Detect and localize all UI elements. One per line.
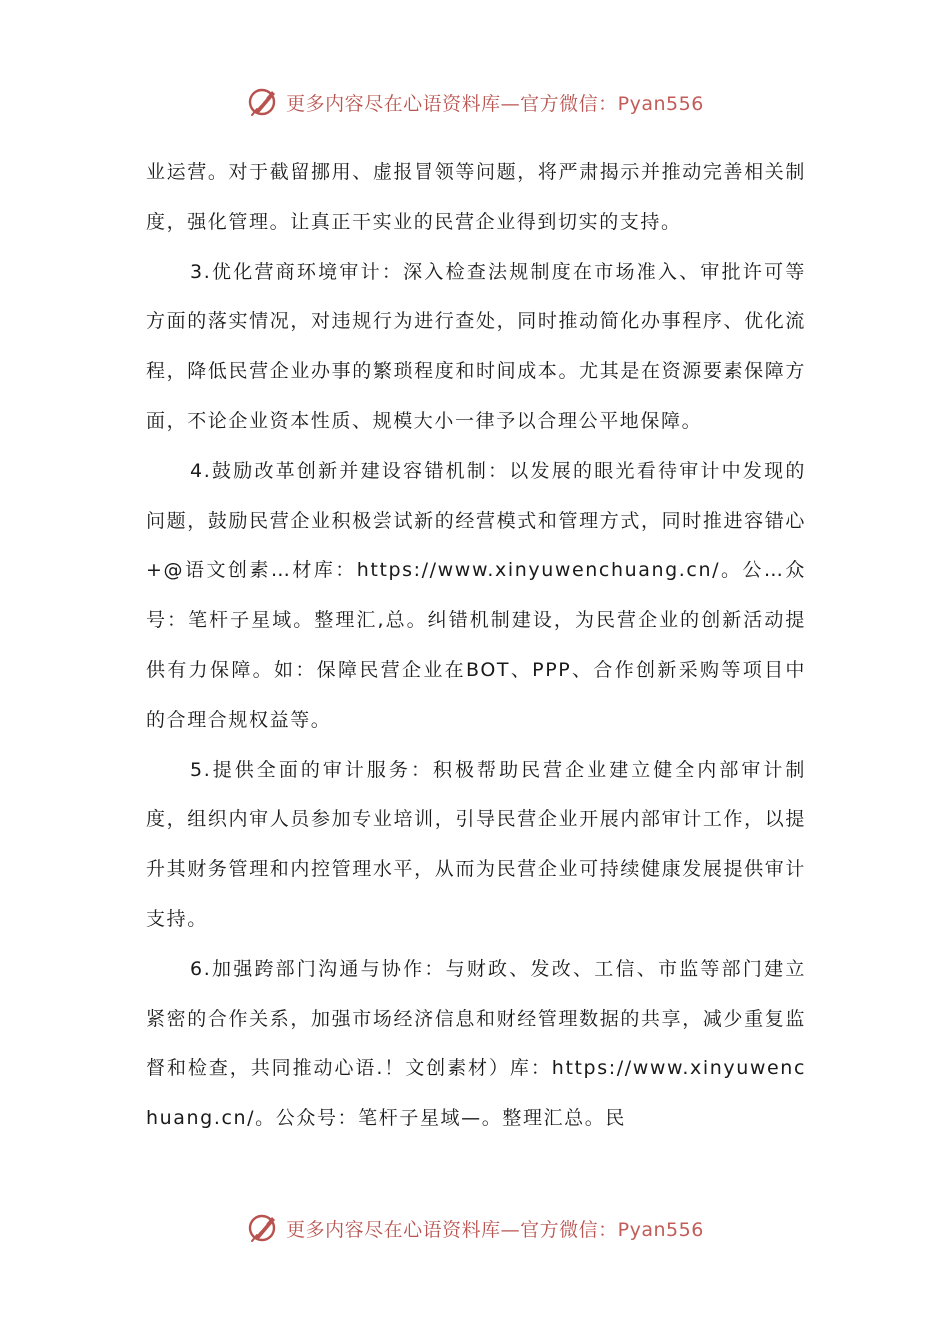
wechat-id: Pyan556 (617, 92, 704, 115)
banner-slogan: 更多内容尽在心语资料库—官方微信： (286, 1218, 618, 1241)
quill-logo-icon (246, 1211, 280, 1245)
header-banner (0, 82, 950, 122)
footer-banner (0, 1208, 950, 1248)
banner-text (286, 89, 704, 116)
wechat-id: Pyan556 (617, 1218, 704, 1241)
banner-text (286, 1215, 704, 1242)
paragraph-continuation: 业运营。对于截留挪用、虚报冒领等问题，将严肃揭示并推动完善相关制度，强化管理。让真正干实业的民营企业得到切实的支持。 (146, 161, 806, 233)
banner-slogan: 更多内容尽在心语资料库—官方微信： (286, 92, 618, 115)
paragraph-item-3: 3.优化营商环境审计：深入检查法规制度在市场准入、审批许可等方面的落实情况，对违规行为进行查处，同时推动简化办事程序、优化流程，降低民营企业办事的繁琐程度和时间成本。尤其是在资源要素保障方面，不论企业资本性质、规模大小一律予以合理公平地保障。 (146, 260, 806, 432)
paragraph-item-4: 4.鼓励改革创新并建设容错机制：以发展的眼光看待审计中发现的问题，鼓励民营企业积极尝试新的经营模式和管理方式，同时推进容错心+@语文创素…材库：https://www.xinyuwenchuang.cn/。公…众号：笔杆子星域。整理汇,总。纠错机制建设，为民营企业的创新活动提供有力保障。如：保障民营企业在BOT、PPP、合作创新采购等项目中的合理合规权益等。 (146, 459, 806, 731)
quill-logo-icon (246, 85, 280, 119)
paragraph-item-5: 5.提供全面的审计服务：积极帮助民营企业建立健全内部审计制度，组织内审人员参加专业培训，引导民营企业开展内部审计工作，以提升其财务管理和内控管理水平，从而为民营企业可持续健康发展提供审计支持。 (146, 758, 806, 930)
paragraph-item-6: 6.加强跨部门沟通与协作：与财政、发改、工信、市监等部门建立紧密的合作关系，加强市场经济信息和财经管理数据的共享，减少重复监督和检查，共同推动心语.！文创素材）库：https://www.xinyuwenchuang.cn/。公众号：笔杆子星域—。整理汇总。民 (146, 957, 806, 1130)
document-body (146, 148, 806, 1144)
